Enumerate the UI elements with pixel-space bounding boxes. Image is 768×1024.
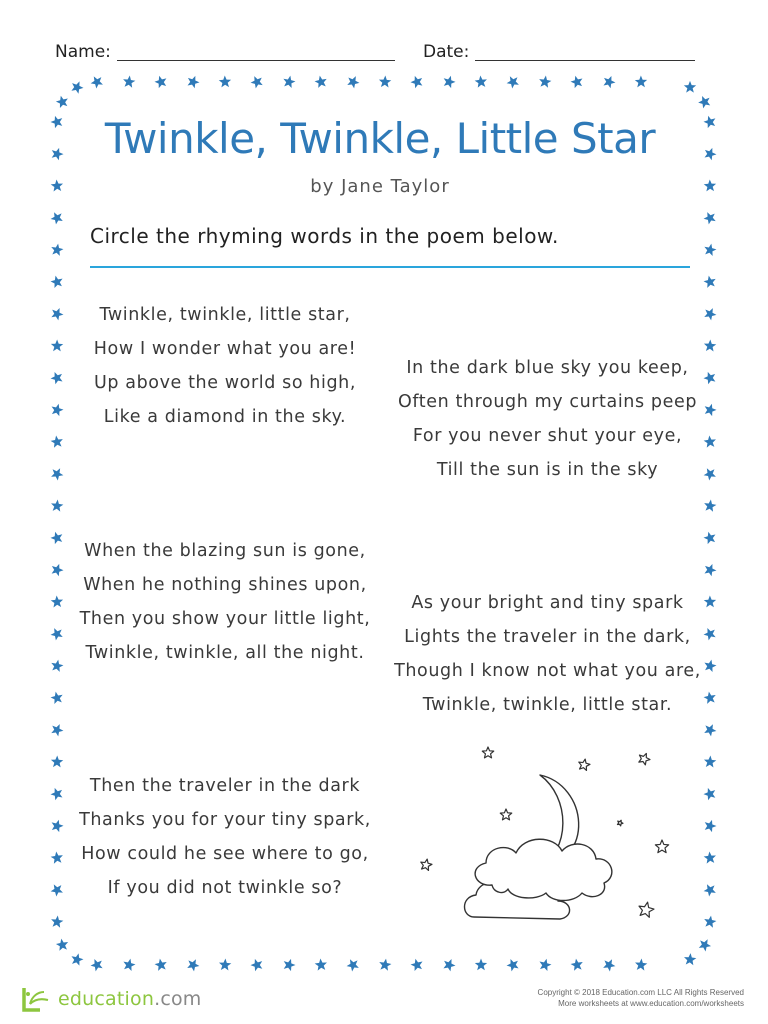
border-star-icon (51, 212, 63, 224)
border-star-icon (91, 959, 103, 971)
poem-line: When he nothing shines upon, (83, 575, 367, 595)
stanza-4 (385, 586, 710, 722)
small-star-icon (482, 747, 493, 758)
border-star-icon (315, 76, 327, 88)
education-logo[interactable] (18, 982, 238, 1018)
poem-line: Like a diamond in the sky. (103, 407, 347, 427)
divider-rule (90, 266, 690, 268)
logo-main-text: education (58, 988, 155, 1010)
small-star-icon (500, 809, 511, 820)
border-star-icon (539, 959, 551, 971)
poem-line: In the dark blue sky you keep, (406, 358, 689, 378)
poem-line: Thanks you for your tiny spark, (79, 810, 371, 830)
border-star-icon (71, 953, 83, 965)
border-star-icon (704, 308, 716, 320)
date-label: Date: (423, 42, 470, 62)
date-field[interactable] (423, 44, 695, 61)
border-star-icon (347, 76, 359, 88)
border-star-icon (507, 76, 519, 88)
copyright-notice (538, 987, 744, 1009)
logo-text (58, 988, 202, 1010)
poem-line: For you never shut your eye, (412, 426, 683, 446)
border-star-icon (123, 76, 135, 88)
poem-line: Twinkle, twinkle, little star, (99, 305, 351, 325)
border-star-icon (444, 76, 456, 88)
name-line[interactable] (117, 46, 395, 61)
border-star-icon (315, 959, 327, 971)
border-star-icon (51, 724, 63, 736)
border-star-icon (51, 692, 63, 704)
border-star-icon (704, 564, 716, 576)
border-star-icon (704, 340, 716, 352)
date-line[interactable] (475, 46, 695, 61)
border-star-icon (251, 76, 263, 88)
border-star-icon (56, 939, 68, 951)
border-star-icon (219, 959, 231, 971)
name-label: Name: (55, 42, 111, 62)
poem-line: If you did not twinkle so? (107, 878, 343, 898)
border-star-icon (123, 959, 135, 971)
poem-line: Though I know not what you are, (394, 661, 701, 681)
more-worksheets-link[interactable]: More worksheets at www.education.com/worksheets (558, 999, 744, 1008)
border-star-icon (51, 276, 63, 288)
border-star-icon (187, 959, 199, 971)
border-star-icon (51, 468, 63, 480)
border-star-icon (704, 500, 716, 512)
border-star-icon (51, 500, 63, 512)
border-star-icon (379, 959, 391, 971)
border-star-icon (219, 76, 231, 88)
border-star-icon (411, 76, 423, 88)
border-star-icon (51, 244, 63, 256)
border-star-icon (539, 76, 551, 88)
border-star-icon (704, 244, 716, 256)
logo-icon (18, 982, 54, 1016)
small-star-icon (639, 753, 650, 764)
stanza-5 (60, 769, 390, 905)
small-star-icon (617, 820, 623, 826)
border-star-icon (571, 959, 583, 971)
border-star-icon (603, 959, 615, 971)
border-star-icon (347, 959, 359, 971)
border-star-icon (188, 76, 200, 88)
border-star-icon (475, 959, 487, 971)
header-row (55, 44, 700, 74)
border-star-icon (704, 532, 716, 544)
poem-line: Till the sun is in the sky (436, 460, 659, 480)
stanza-1 (60, 298, 390, 434)
border-star-icon (155, 959, 167, 971)
small-star-icon (421, 859, 432, 870)
border-star-icon (704, 212, 716, 224)
border-star-icon (507, 959, 519, 971)
moon-clouds-stars-icon (412, 735, 712, 945)
poem-line: How could he see where to go, (81, 844, 369, 864)
border-star-icon (684, 81, 696, 93)
poem-line: Often through my curtains peep (397, 392, 698, 412)
border-star-icon (698, 96, 710, 108)
copyright-line: Copyright © 2018 Education.com LLC All Rights Reserved (537, 988, 744, 997)
poem-author: by Jane Taylor (310, 176, 450, 197)
poem-line: When the blazing sun is gone, (84, 541, 366, 561)
small-star-icon (655, 840, 668, 853)
border-star-icon (71, 81, 83, 93)
instruction-text: Circle the rhyming words in the poem below. (90, 224, 559, 248)
border-star-icon (603, 76, 615, 88)
poem-line: Twinkle, twinkle, little star. (422, 695, 673, 715)
border-star-icon (51, 756, 63, 768)
logo-dotcom-text: .com (154, 988, 202, 1010)
name-field[interactable] (55, 44, 395, 61)
border-star-icon (475, 76, 487, 88)
border-star-icon (443, 959, 455, 971)
border-star-icon (251, 959, 263, 971)
poem-line: How I wonder what you are! (93, 339, 357, 359)
stanza-3 (60, 534, 390, 670)
border-star-icon (684, 953, 696, 965)
poem-line: Lights the traveler in the dark, (404, 627, 691, 647)
border-star-icon (379, 76, 391, 88)
small-star-icon (579, 759, 590, 770)
poem-line: Up above the world so high, (93, 373, 357, 393)
border-star-icon (51, 436, 63, 448)
poem-line: Twinkle, twinkle, all the night. (85, 643, 365, 663)
border-star-icon (155, 76, 167, 88)
border-star-icon (571, 76, 583, 88)
border-star-icon (56, 96, 68, 108)
border-star-icon (284, 959, 296, 971)
border-star-icon (635, 76, 647, 88)
poem-line: Then you show your little light, (79, 609, 371, 629)
border-star-icon (51, 916, 63, 928)
border-star-icon (91, 76, 103, 88)
border-star-icon (704, 276, 716, 288)
worksheet-title: Twinkle, Twinkle, Little Star (104, 114, 656, 163)
border-star-icon (283, 76, 295, 88)
border-star-icon (411, 959, 423, 971)
border-star-icon (635, 959, 647, 971)
small-star-icon (639, 902, 654, 917)
poem-line: As your bright and tiny spark (411, 593, 684, 613)
stanza-2 (385, 351, 710, 487)
poem-line: Then the traveler in the dark (89, 776, 361, 796)
